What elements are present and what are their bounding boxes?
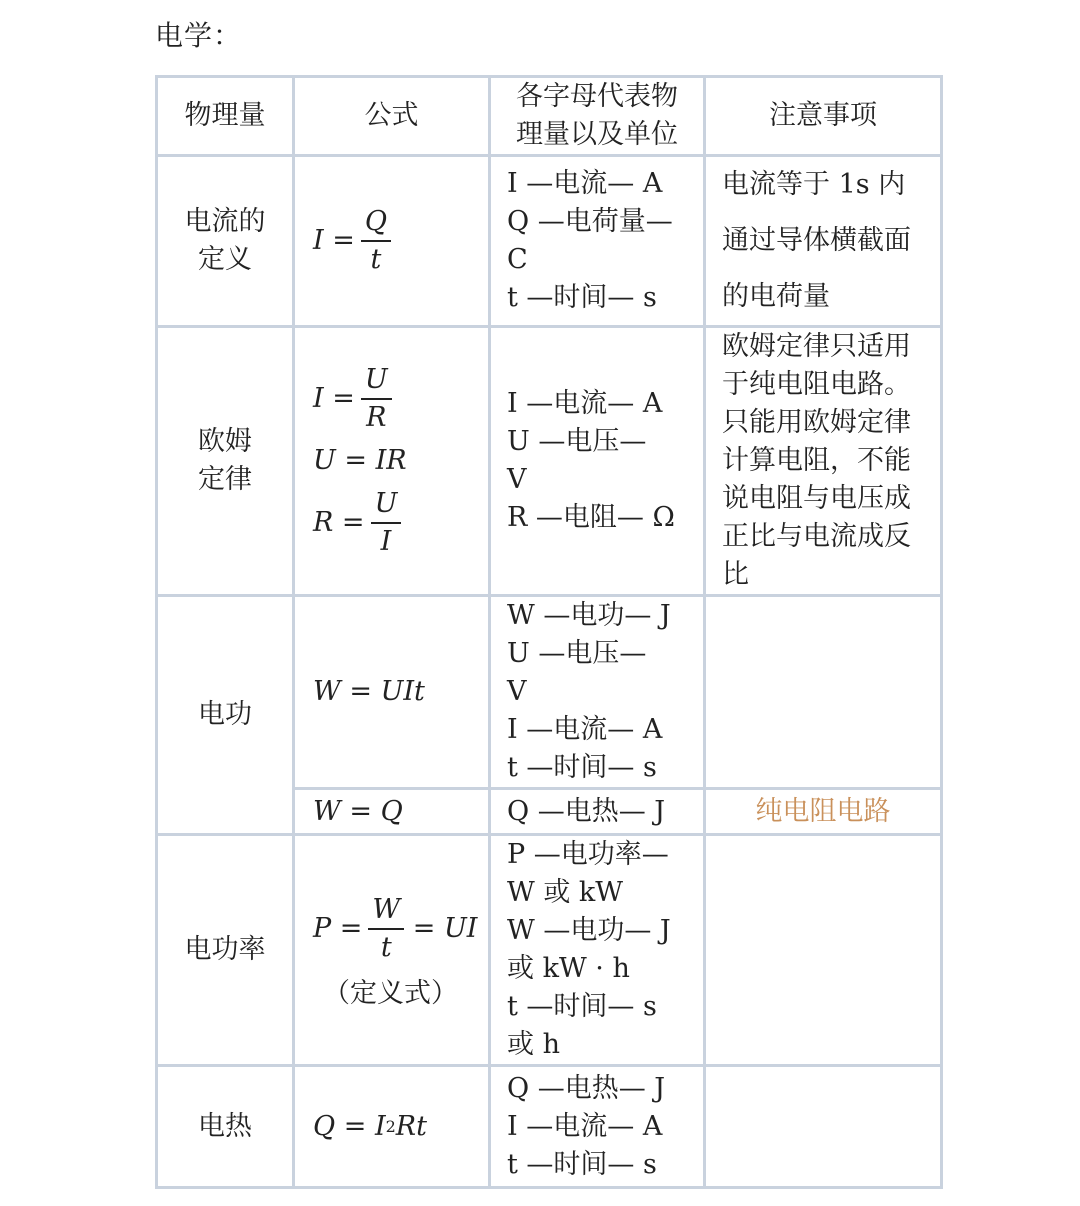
quantity-work: 电功	[157, 596, 294, 835]
symbol-line: Q —电热— J	[507, 1072, 666, 1104]
notes-current	[705, 156, 942, 327]
quantity-current-l1: 电流的	[184, 206, 266, 237]
quantity-ohm	[157, 327, 294, 596]
symbol-line: V	[507, 676, 527, 707]
symbol-line: V	[507, 464, 527, 495]
table-row-work	[157, 596, 942, 789]
symbol-line: t —时间— s	[507, 991, 657, 1022]
physics-formula-table	[155, 75, 943, 1189]
header-notes: 注意事项	[705, 77, 942, 156]
notes-power-empty	[705, 835, 942, 1066]
formula-heat	[294, 1066, 490, 1188]
symbols-ohm	[490, 327, 705, 596]
fraction-u-over-r: $\frac{U}{R}$	[361, 362, 392, 436]
note-line: 欧姆定律只适用	[722, 331, 911, 362]
header-symbols-line1: 各字母代表物	[516, 81, 678, 112]
symbol-line: C	[507, 244, 528, 275]
symbol-line: I —电流— A	[507, 714, 663, 745]
quantity-power: 电功率	[157, 835, 294, 1066]
notes-work-empty	[705, 596, 942, 789]
note-line: 电流等于 1s 内	[722, 169, 906, 200]
symbol-line: Q —电荷量—	[507, 206, 673, 237]
note-line: 正比与电流成反	[722, 521, 911, 552]
table-row-heat	[157, 1066, 942, 1188]
fraction-q-over-t: $\frac{Q}{t}$	[361, 204, 391, 278]
symbol-line: U —电压—	[507, 426, 647, 457]
condition-pure-resistance: 纯电阻电路	[705, 789, 942, 835]
symbol-line: t —时间— s	[507, 752, 657, 783]
symbol-line: P —电功率—	[507, 839, 669, 870]
symbol-line: R —电阻— Ω	[507, 502, 675, 533]
formula-w-uit: W = UIt	[313, 676, 425, 707]
symbol-line: 或 kW · h	[507, 953, 630, 984]
fraction-u-over-i: $\frac{U}{I}$	[371, 486, 402, 560]
formula-i-u-r: I = $\frac{U}{R}$	[313, 356, 488, 442]
formula-p-w-t-ui: P = $\frac{W}{t}$ = UI	[313, 887, 488, 971]
symbol-work-sub: Q —电热— J	[490, 789, 705, 835]
header-symbols-line2: 理量以及单位	[516, 119, 678, 150]
table-row-ohm	[157, 327, 942, 596]
formula-i-q-t: I = $\frac{Q}{t}$	[313, 196, 488, 286]
symbols-work	[490, 596, 705, 789]
note-line: 计算电阻，不能	[722, 445, 911, 476]
formula-work-sub	[294, 789, 490, 835]
note-line: 通过导体横截面	[722, 225, 911, 256]
header-quantity: 物理量	[157, 77, 294, 156]
quantity-ohm-l1: 欧姆	[198, 426, 252, 457]
formula-power	[294, 835, 490, 1066]
quantity-ohm-l2: 定律	[198, 464, 252, 495]
notes-heat-empty	[705, 1066, 942, 1188]
quantity-current	[157, 156, 294, 327]
table-header-row	[157, 77, 942, 156]
quantity-current-l2: 定义	[198, 244, 252, 275]
formula-work	[294, 596, 490, 789]
symbol-line: I —电流— A	[507, 388, 663, 419]
symbol-line: 或 h	[507, 1029, 560, 1060]
symbol-line: t —时间— s	[507, 282, 657, 313]
formula-note: （定义式）	[323, 978, 458, 1009]
formula-ohm	[294, 327, 490, 596]
symbols-heat	[490, 1066, 705, 1188]
formula-current	[294, 156, 490, 327]
note-line: 说电阻与电压成	[722, 483, 911, 514]
notes-ohm	[705, 327, 942, 596]
header-formula: 公式	[294, 77, 490, 156]
quantity-heat: 电热	[157, 1066, 294, 1188]
note-line: 只能用欧姆定律	[722, 407, 911, 438]
symbol-line: U —电压—	[507, 638, 647, 669]
symbol-line: W —电功— J	[507, 600, 671, 631]
header-symbols	[490, 77, 705, 156]
symbol-line: W —电功— J	[507, 915, 671, 946]
symbol-line: t —时间— s	[507, 1148, 657, 1180]
formula-w-q: W = Q	[313, 795, 403, 827]
formula-u-ir: U = IR	[313, 445, 407, 476]
note-line: 于纯电阻电路。	[722, 369, 911, 400]
symbol-line: I —电流— A	[507, 168, 663, 199]
symbols-current	[490, 156, 705, 327]
symbol-line: W 或 kW	[507, 877, 624, 908]
table-row-power	[157, 835, 942, 1066]
page-heading: 电学：	[155, 19, 243, 52]
symbol-line: I —电流— A	[507, 1110, 663, 1142]
fraction-w-over-t: $\frac{W}{t}$	[368, 892, 404, 966]
symbols-power	[490, 835, 705, 1066]
note-line: 的电荷量	[722, 281, 830, 312]
formula-q-i2rt: Q = I 2 Rt	[313, 1110, 427, 1142]
formula-r-u-i: R = $\frac{U}{I}$	[313, 480, 488, 566]
table-row-current	[157, 156, 942, 327]
note-line: 比	[722, 559, 749, 590]
